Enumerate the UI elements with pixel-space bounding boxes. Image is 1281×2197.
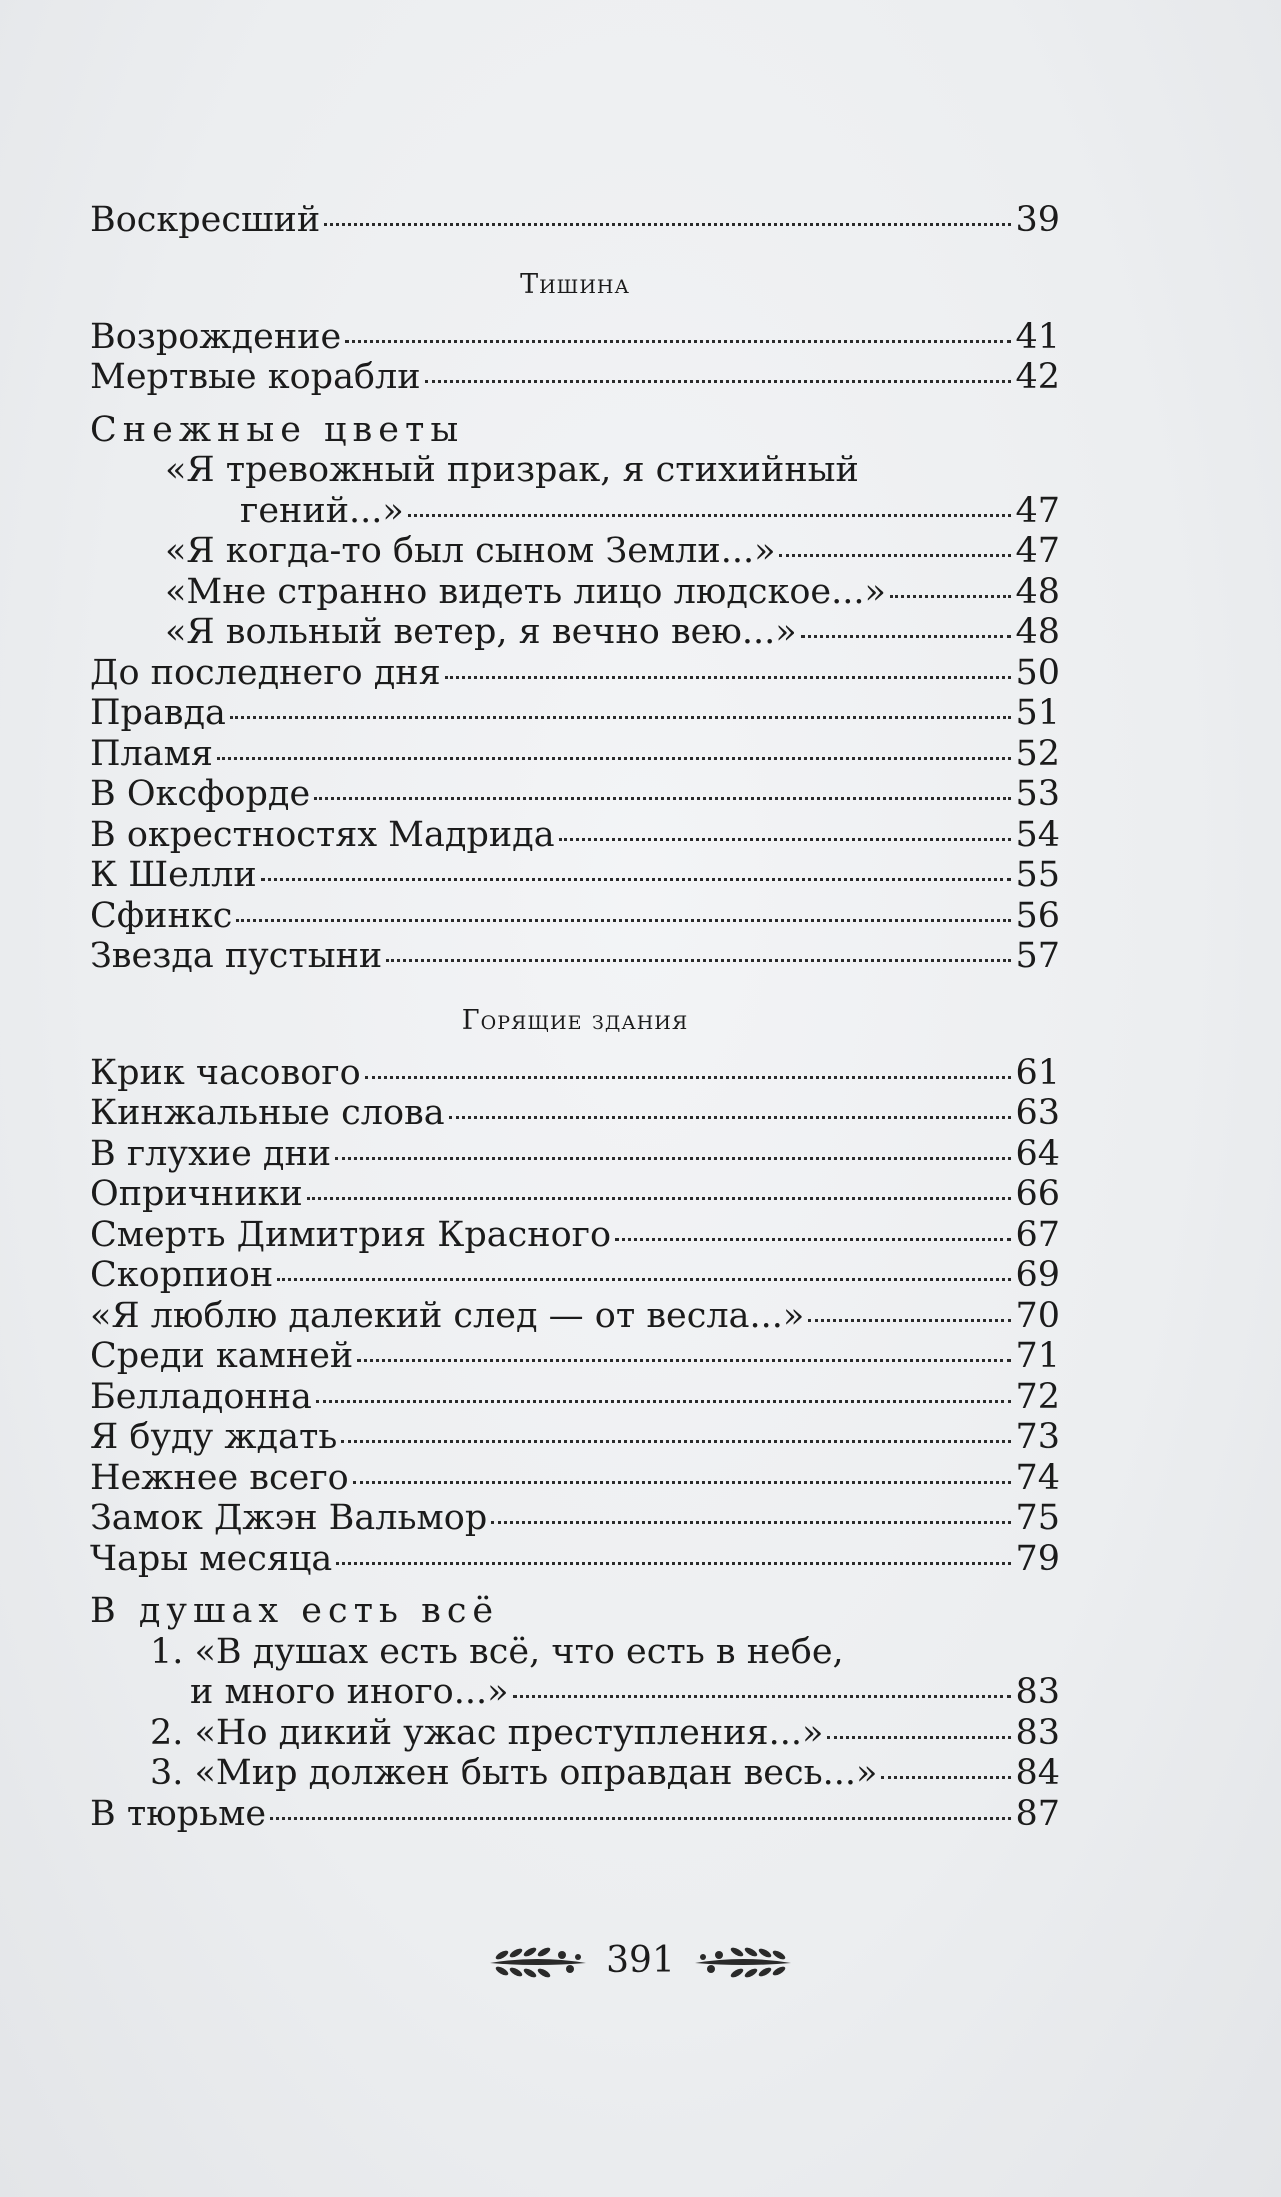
section-title: Тишина — [520, 268, 630, 300]
toc-entry[interactable] — [90, 1296, 1060, 1337]
toc-entry-page: 83 — [1015, 1712, 1060, 1753]
toc-entry-title: и много иного...» — [190, 1672, 509, 1712]
toc-entry-page: 47 — [1015, 531, 1060, 571]
toc-entry-page: 52 — [1015, 733, 1060, 774]
dot-leader — [357, 1359, 1011, 1362]
toc-entry-page: 48 — [1015, 571, 1060, 612]
toc-entry-title: Сфинкс — [90, 895, 233, 936]
dot-leader — [808, 1319, 1011, 1322]
dot-leader — [230, 716, 1012, 719]
dot-leader — [386, 959, 1011, 962]
dot-leader — [779, 554, 1011, 557]
dot-leader — [345, 340, 1011, 343]
toc-entry[interactable] — [90, 572, 1060, 613]
toc-entry-page: 79 — [1015, 1538, 1060, 1579]
dot-leader — [615, 1238, 1011, 1241]
toc-entry-title: 2. «Но дикий ужас преступления...» — [150, 1712, 824, 1753]
dot-leader — [365, 1076, 1012, 1079]
toc-entry[interactable] — [90, 1053, 1060, 1094]
toc-entry-page: 53 — [1015, 774, 1060, 814]
toc-entry-title: В глухие дни — [90, 1133, 332, 1174]
section-title: Горящие здания — [461, 1004, 689, 1036]
toc-entry-title: 3. «Мир должен быть оправдан весь...» — [150, 1753, 878, 1793]
cycle-heading: Снежные цветы — [90, 409, 465, 450]
toc-entry-page: 83 — [1015, 1672, 1060, 1712]
toc-entry[interactable] — [90, 693, 1060, 734]
dot-leader — [335, 1157, 1011, 1160]
toc-entry-title: В Оксфорде — [90, 774, 311, 814]
toc-entry[interactable] — [90, 774, 1060, 815]
dot-leader — [491, 1521, 1011, 1524]
toc-entry-title: Правда — [90, 693, 226, 733]
toc-entry-page: 50 — [1015, 652, 1060, 693]
toc-entry-title: Возрождение — [90, 316, 342, 357]
toc-entry-page: 47 — [1015, 490, 1060, 531]
dot-leader — [801, 635, 1012, 638]
dot-leader — [890, 595, 1012, 598]
toc-entry[interactable] — [90, 1539, 1060, 1580]
table-of-contents — [90, 200, 1060, 1834]
toc-entry[interactable] — [90, 896, 1060, 937]
toc-entry-title: «Я вольный ветер, я вечно вею...» — [165, 612, 797, 652]
toc-entry-page: 66 — [1015, 1174, 1060, 1214]
toc-entry[interactable] — [90, 531, 1060, 572]
toc-entry-title: Воскресший — [90, 200, 321, 240]
right-laurel-ornament-icon — [689, 1941, 799, 1981]
toc-entry-page: 69 — [1015, 1255, 1060, 1295]
toc-entry-page: 84 — [1015, 1753, 1060, 1793]
left-laurel-ornament-icon — [482, 1941, 592, 1981]
dot-leader — [881, 1776, 1011, 1779]
toc-entry[interactable] — [90, 1713, 1060, 1754]
toc-entry-page: 56 — [1015, 895, 1060, 936]
toc-entry-title: Среди камней — [90, 1336, 354, 1376]
dot-leader — [217, 757, 1012, 760]
toc-entry-page: 61 — [1015, 1052, 1060, 1093]
toc-entry-title: Скорпион — [90, 1255, 274, 1295]
toc-entry[interactable] — [90, 491, 1060, 532]
toc-entry-page: 74 — [1015, 1457, 1060, 1498]
toc-entry-title: гений...» — [240, 490, 404, 531]
toc-entry[interactable] — [90, 734, 1060, 775]
dot-leader — [307, 1197, 1012, 1200]
toc-entry-title: Пламя — [90, 733, 213, 774]
toc-entry[interactable] — [90, 1134, 1060, 1175]
toc-entry-title: «Мне странно видеть лицо людское...» — [165, 571, 886, 612]
toc-entry-page: 71 — [1015, 1336, 1060, 1376]
dot-leader — [336, 1562, 1011, 1565]
toc-entry-page: 41 — [1015, 316, 1060, 357]
toc-entry-page: 64 — [1015, 1133, 1060, 1174]
toc-entry[interactable] — [90, 815, 1060, 856]
toc-entry[interactable] — [90, 1794, 1060, 1835]
toc-entry[interactable] — [90, 200, 1060, 241]
toc-entry-title: Мертвые корабли — [90, 357, 421, 397]
toc-entry[interactable] — [90, 357, 1060, 398]
toc-entry-page: 70 — [1015, 1295, 1060, 1336]
dot-leader — [341, 1440, 1011, 1443]
cycle-heading: В душах есть всё — [90, 1591, 500, 1631]
toc-entry-page: 39 — [1015, 200, 1060, 240]
toc-entry[interactable] — [90, 1215, 1060, 1256]
dot-leader — [445, 676, 1012, 679]
toc-entry[interactable] — [90, 1753, 1060, 1794]
toc-entry[interactable] — [90, 936, 1060, 977]
dot-leader — [827, 1736, 1011, 1739]
toc-entry[interactable] — [90, 1672, 1060, 1713]
page-footer — [0, 1940, 1281, 1981]
toc-entry-title: Звезда пустыни — [90, 936, 383, 976]
dot-leader — [353, 1481, 1012, 1484]
toc-entry[interactable] — [90, 1255, 1060, 1296]
toc-entry-title: Крик часового — [90, 1052, 361, 1093]
toc-entry-title: «Я когда-то был сыном Земли...» — [165, 531, 776, 571]
toc-entry-title: К Шелли — [90, 855, 257, 895]
toc-entry[interactable] — [90, 1498, 1060, 1539]
dot-leader — [270, 1817, 1011, 1820]
toc-entry[interactable] — [90, 1336, 1060, 1377]
dot-leader — [449, 1116, 1012, 1119]
toc-entry-title: До последнего дня — [90, 652, 441, 693]
toc-entry-title: В окрестностях Мадрида — [90, 814, 555, 855]
dot-leader — [425, 380, 1012, 383]
toc-entry-page: 63 — [1015, 1093, 1060, 1133]
toc-entry-title: В тюрьме — [90, 1793, 267, 1834]
toc-entry-page: 75 — [1015, 1498, 1060, 1538]
toc-entry[interactable] — [90, 1377, 1060, 1418]
toc-entry[interactable] — [90, 1174, 1060, 1215]
toc-entry[interactable] — [90, 317, 1060, 358]
page-number: 391 — [606, 1940, 675, 1981]
dot-leader — [324, 223, 1011, 226]
toc-entry-title: Опричники — [90, 1174, 303, 1214]
toc-entry-title: Смерть Димитрия Красного — [90, 1214, 612, 1255]
toc-entry-page: 87 — [1015, 1793, 1060, 1834]
toc-entry-page: 57 — [1015, 936, 1060, 976]
toc-entry-page: 55 — [1015, 855, 1060, 895]
toc-entry-page: 73 — [1015, 1417, 1060, 1457]
toc-entry-title: Замок Джэн Вальмор — [90, 1498, 488, 1538]
dot-leader — [261, 878, 1012, 881]
toc-entry-page: 72 — [1015, 1376, 1060, 1417]
toc-entry-title: Я буду ждать — [90, 1417, 338, 1457]
toc-entry[interactable] — [90, 855, 1060, 896]
toc-entry-title: Нежнее всего — [90, 1457, 349, 1498]
toc-entry[interactable] — [90, 653, 1060, 694]
toc-entry-page: 51 — [1015, 693, 1060, 733]
toc-entry-title: Белладонна — [90, 1376, 312, 1417]
toc-entry-page: 54 — [1015, 814, 1060, 855]
dot-leader — [513, 1695, 1012, 1698]
toc-entry[interactable] — [90, 1417, 1060, 1458]
toc-entry-title: «Я люблю далекий след — от весла...» — [90, 1295, 805, 1336]
toc-entry[interactable] — [90, 1458, 1060, 1499]
dot-leader — [277, 1278, 1011, 1281]
toc-entry-title: Кинжальные слова — [90, 1093, 445, 1133]
dot-leader — [314, 797, 1011, 800]
toc-entry-line: «Я тревожный призрак, я стихийный — [165, 450, 859, 490]
toc-entry-page: 67 — [1015, 1214, 1060, 1255]
toc-entry-line: 1. «В душах есть всё, что есть в небе, — [150, 1631, 844, 1672]
dot-leader — [408, 514, 1012, 517]
dot-leader — [236, 919, 1011, 922]
toc-entry[interactable] — [90, 1093, 1060, 1134]
toc-entry-title: Чары месяца — [90, 1538, 333, 1579]
toc-entry-page: 48 — [1015, 612, 1060, 652]
dot-leader — [316, 1400, 1012, 1403]
toc-entry-page: 42 — [1015, 357, 1060, 397]
toc-entry[interactable] — [90, 612, 1060, 653]
dot-leader — [559, 838, 1012, 841]
